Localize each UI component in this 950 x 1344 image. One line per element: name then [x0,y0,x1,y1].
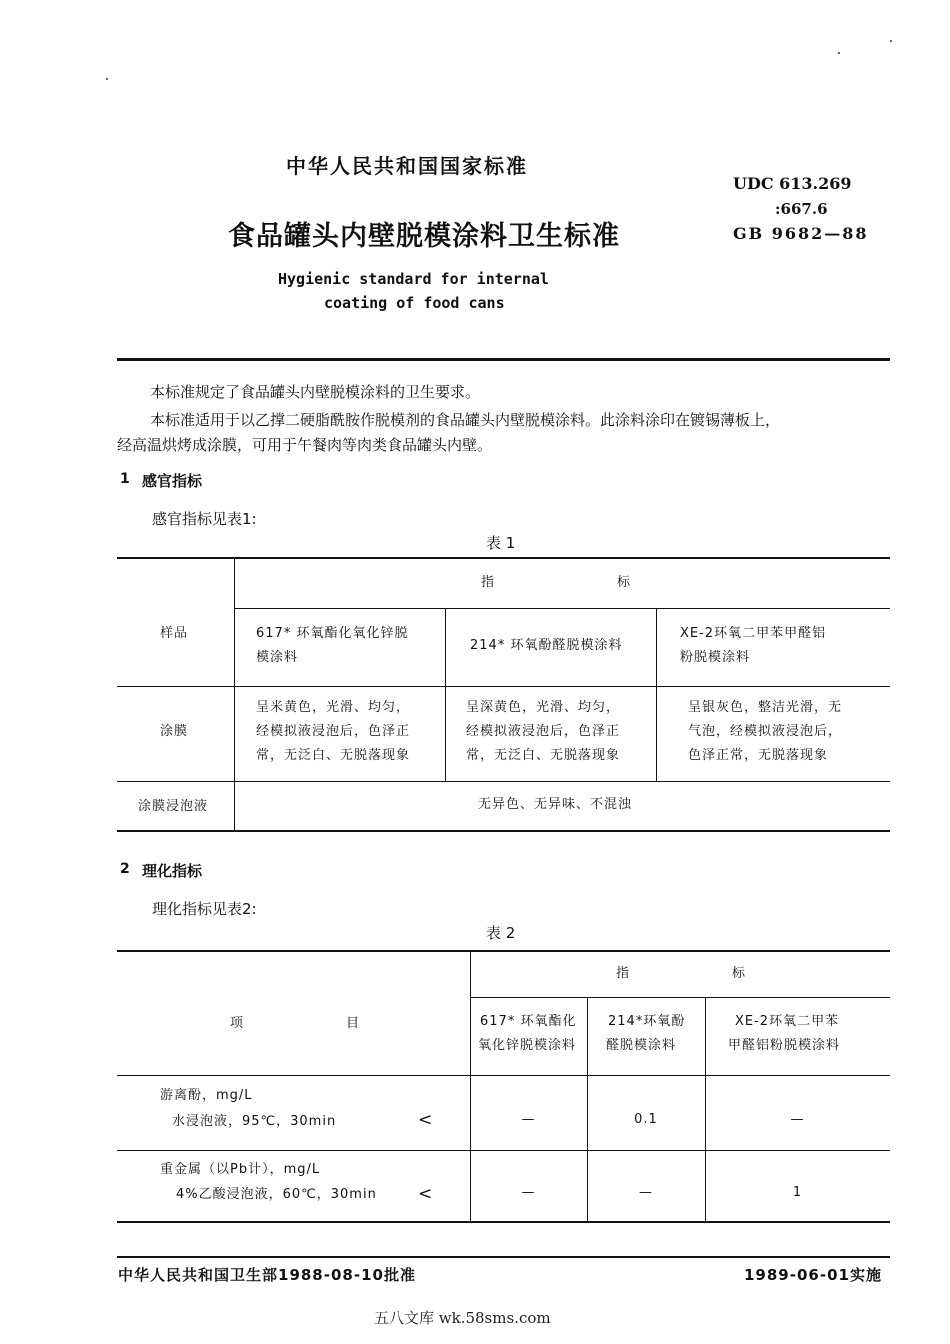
table2-col-header: 氧化锌脱模涂料 [478,1038,577,1053]
table1-col-header: 模涂料 [256,650,299,665]
table2-comparator: < [418,1110,434,1130]
scan-speck [890,40,892,42]
table2-item-header: 目 [346,1016,361,1031]
table2-bottom-rule [117,1221,890,1223]
english-title-line2: coating of food cans [324,294,505,312]
table1-sub-rule [234,608,890,609]
table-reference: 理化指标见表2: [152,900,257,918]
table1-row-rule [117,781,890,782]
section-number: 2 [120,861,130,877]
table1-col-header: 214* 环氧酚醛脱模涂料 [470,638,623,653]
table1-cell: 气泡，经模拟液浸泡后， [688,724,843,739]
table2-index-header: 标 [732,966,747,981]
table1-cell: 经模拟液浸泡后，色泽正 [466,724,621,739]
scan-speck [106,78,108,80]
table2-cell: — [639,1185,653,1200]
table1-cell: 常，无泛白、无脱落现象 [256,748,411,763]
table2-cell: 1 [792,1185,803,1200]
table2-cell: 0.1 [634,1112,658,1127]
intro-paragraph-1: 本标准规定了食品罐头内壁脱模涂料的卫生要求。 [150,383,481,401]
intro-paragraph-2-line1: 本标准适用于以乙撑二硬脂酰胺作脱模剂的食品罐头内壁脱模涂料。此涂料涂印在镀锡薄板上， [150,411,781,429]
table2-item-label: 重金属（以Pb计），mg/L [160,1162,321,1177]
table2-item-label: 4%乙酸浸泡液，60℃，30min [176,1187,377,1202]
table2-cell: — [521,1185,536,1200]
section-number: 1 [120,471,130,487]
udc-code-sub: :667.6 [775,200,828,218]
table1-index-header: 指 [481,575,496,590]
table2-col-header: 214*环氧酚 [608,1014,686,1029]
table1-bottom-rule [117,830,890,832]
table-reference: 感官指标见表1: [152,510,257,528]
table1-cell: 呈银灰色，整洁光滑，无 [688,700,843,715]
table2-comparator: < [418,1184,434,1204]
header-rule [117,358,890,361]
table1-index-header: 标 [617,575,632,590]
table2-row-rule [117,1150,890,1151]
udc-code: UDC 613.269 [733,174,852,193]
english-title-line1: Hygienic standard for internal [278,270,549,288]
table1-col-header: 617* 环氧酯化氧化锌脱 [256,626,409,641]
table2-col-header: 甲醛铝粉脱模涂料 [728,1038,841,1053]
table1-col-rule [656,608,657,782]
table1-top-rule [117,557,890,559]
table1-cell: 呈米黄色，光滑、均匀， [256,700,411,715]
table2-cell: — [790,1112,805,1127]
intro-paragraph-2-line2: 经高温烘烤成涂膜，可用于午餐肉等肉类食品罐头内壁。 [117,436,493,454]
document-title: 食品罐头内壁脱模涂料卫生标准 [228,221,620,252]
table1-cell: 常，无泛白、无脱落现象 [466,748,621,763]
table1-col-header: XE-2环氧二甲苯甲醛铝 [680,626,827,641]
scan-speck [838,52,840,54]
table1-col-rule [234,557,235,831]
table1-sample-header: 样品 [160,626,189,641]
table2-col-header: 617* 环氧酯化 [480,1014,577,1029]
table2-sub-rule [470,997,890,998]
table2-item-label: 水浸泡液，95℃，30min [172,1114,337,1129]
table1-row-label: 涂膜浸泡液 [138,799,209,814]
approval-date: 中华人民共和国卫生部1988-08-10批准 [118,1266,416,1284]
table1-row-label: 涂膜 [160,724,189,739]
table2-col-header: 醛脱模涂料 [606,1038,677,1053]
table2-item-label: 游离酚，mg/L [160,1088,253,1103]
table1-row-rule [117,686,890,687]
table1-cell: 无异色、无异味、不混浊 [478,797,633,812]
section-heading: 理化指标 [142,862,203,880]
table2-row-rule [117,1075,890,1076]
table2-index-header: 指 [616,966,631,981]
table2-cell: — [521,1112,536,1127]
table1-col-rule [445,608,446,782]
table1-col-header: 粉脱模涂料 [680,650,751,665]
table1-cell: 经模拟液浸泡后，色泽正 [256,724,411,739]
table2-top-rule [117,950,890,952]
gb-code: GB 9682—88 [733,224,869,243]
section-heading: 感官指标 [142,472,203,490]
table1-cell: 呈深黄色，光滑、均匀， [466,700,621,715]
table2-col-header: XE-2环氧二甲苯 [735,1014,840,1029]
effective-date: 1989-06-01实施 [744,1266,882,1284]
watermark: 五八文库 wk.58sms.com [374,1309,551,1327]
table2-item-header: 项 [230,1016,245,1031]
footer-rule [117,1256,890,1258]
table1-cell: 色泽正常，无脱落现象 [688,748,829,763]
table-caption: 表 2 [486,924,516,942]
table-caption: 表 1 [486,534,516,552]
issuer-title: 中华人民共和国国家标准 [286,154,528,178]
